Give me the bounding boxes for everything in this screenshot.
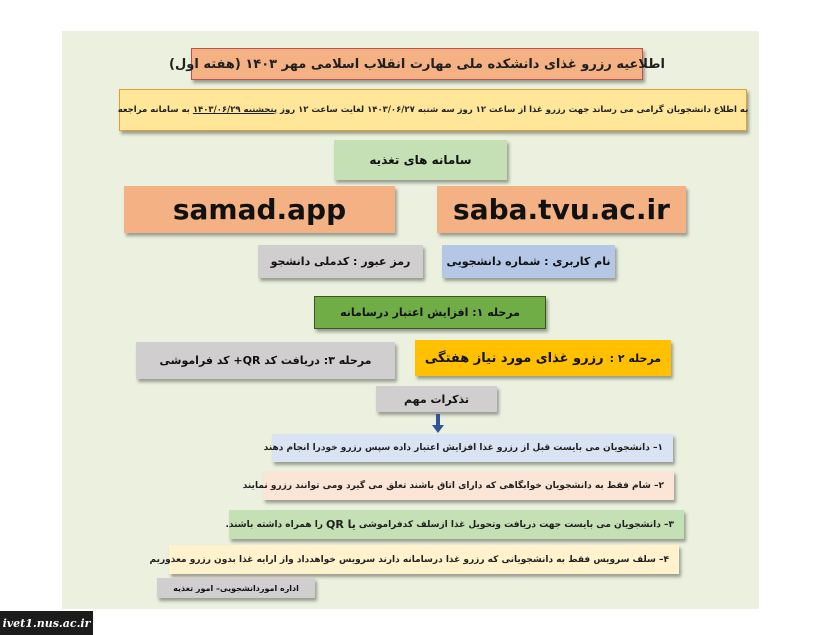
username-info: نام کاربری : شماره دانشجویی — [442, 245, 615, 278]
saba-site-link[interactable]: saba.tvu.ac.ir — [437, 186, 686, 233]
note-3-after: را همراه داشته باشند. — [225, 519, 323, 530]
note-4: ۴– سلف سرویس فقط به دانشجویانی که رزرو غذا درسامانه دارند سرویس خواهدداد واز ارایه غذا بدون رزرو معذوریم — [169, 545, 679, 574]
office-signature: اداره اموردانشجویی– امور تغذیه — [157, 578, 315, 598]
systems-heading: سامانه های تغذیه — [334, 140, 507, 180]
notice-banner — [119, 89, 747, 131]
footer-url[interactable]: ivet1.nus.ac.ir — [0, 611, 93, 635]
note-2: ۲– شام فقط به دانشجویان خوابگاهی که دارای اتاق باشند تعلق می گیرد ومی توانند رزرو نمایند — [263, 471, 674, 500]
notes-heading: تذکرات مهم — [376, 386, 497, 412]
note-3-before: ۳– دانشجویان می بایست جهت دریافت وتحویل غذا ازسلف کدفراموشی — [358, 519, 674, 530]
notice-before: به اطلاع دانشجویان گرامی می رساند جهت رزرو غذا از ساعت ۱۲ روز سه شنبه ۱۴۰۳/۰۶/۲۷ لغایت ساعت ۱۲ روز — [280, 105, 749, 115]
notice-after: به سامانه مراجعه — [117, 105, 190, 115]
step-3-box: مرحله ۳: دریافت کد QR+ کد فراموشی — [136, 342, 395, 379]
step-2-label: مرحله ۲ : — [609, 351, 662, 365]
note-3-qr: یا QR — [325, 518, 356, 531]
notice-text — [118, 105, 749, 115]
step-2-text: رزرو غذای مورد نیاز هفتگی — [424, 350, 604, 366]
note-1: ۱– دانشجویان می بایست قبل از رزرو غذا افزایش اعتبار داده سپس رزرو خودرا انجام دهند — [272, 434, 673, 462]
note-3 — [225, 510, 684, 539]
arrow-down-icon — [431, 414, 445, 434]
samad-site-link[interactable]: samad.app — [124, 186, 395, 233]
step-1-box: مرحله ۱: افزایش اعتبار درسامانه — [314, 296, 546, 329]
password-info: رمز عبور : کدملی دانشجو — [258, 245, 423, 278]
page-title: اطلاعیه رزرو غذای دانشکده ملی مهارت انقلاب اسلامی مهر ۱۴۰۳ (هفته اول) — [191, 48, 643, 80]
notice-deadline: پنجشنبه ۱۴۰۳/۰۶/۲۹ — [192, 105, 278, 115]
step-2-box — [415, 340, 671, 376]
